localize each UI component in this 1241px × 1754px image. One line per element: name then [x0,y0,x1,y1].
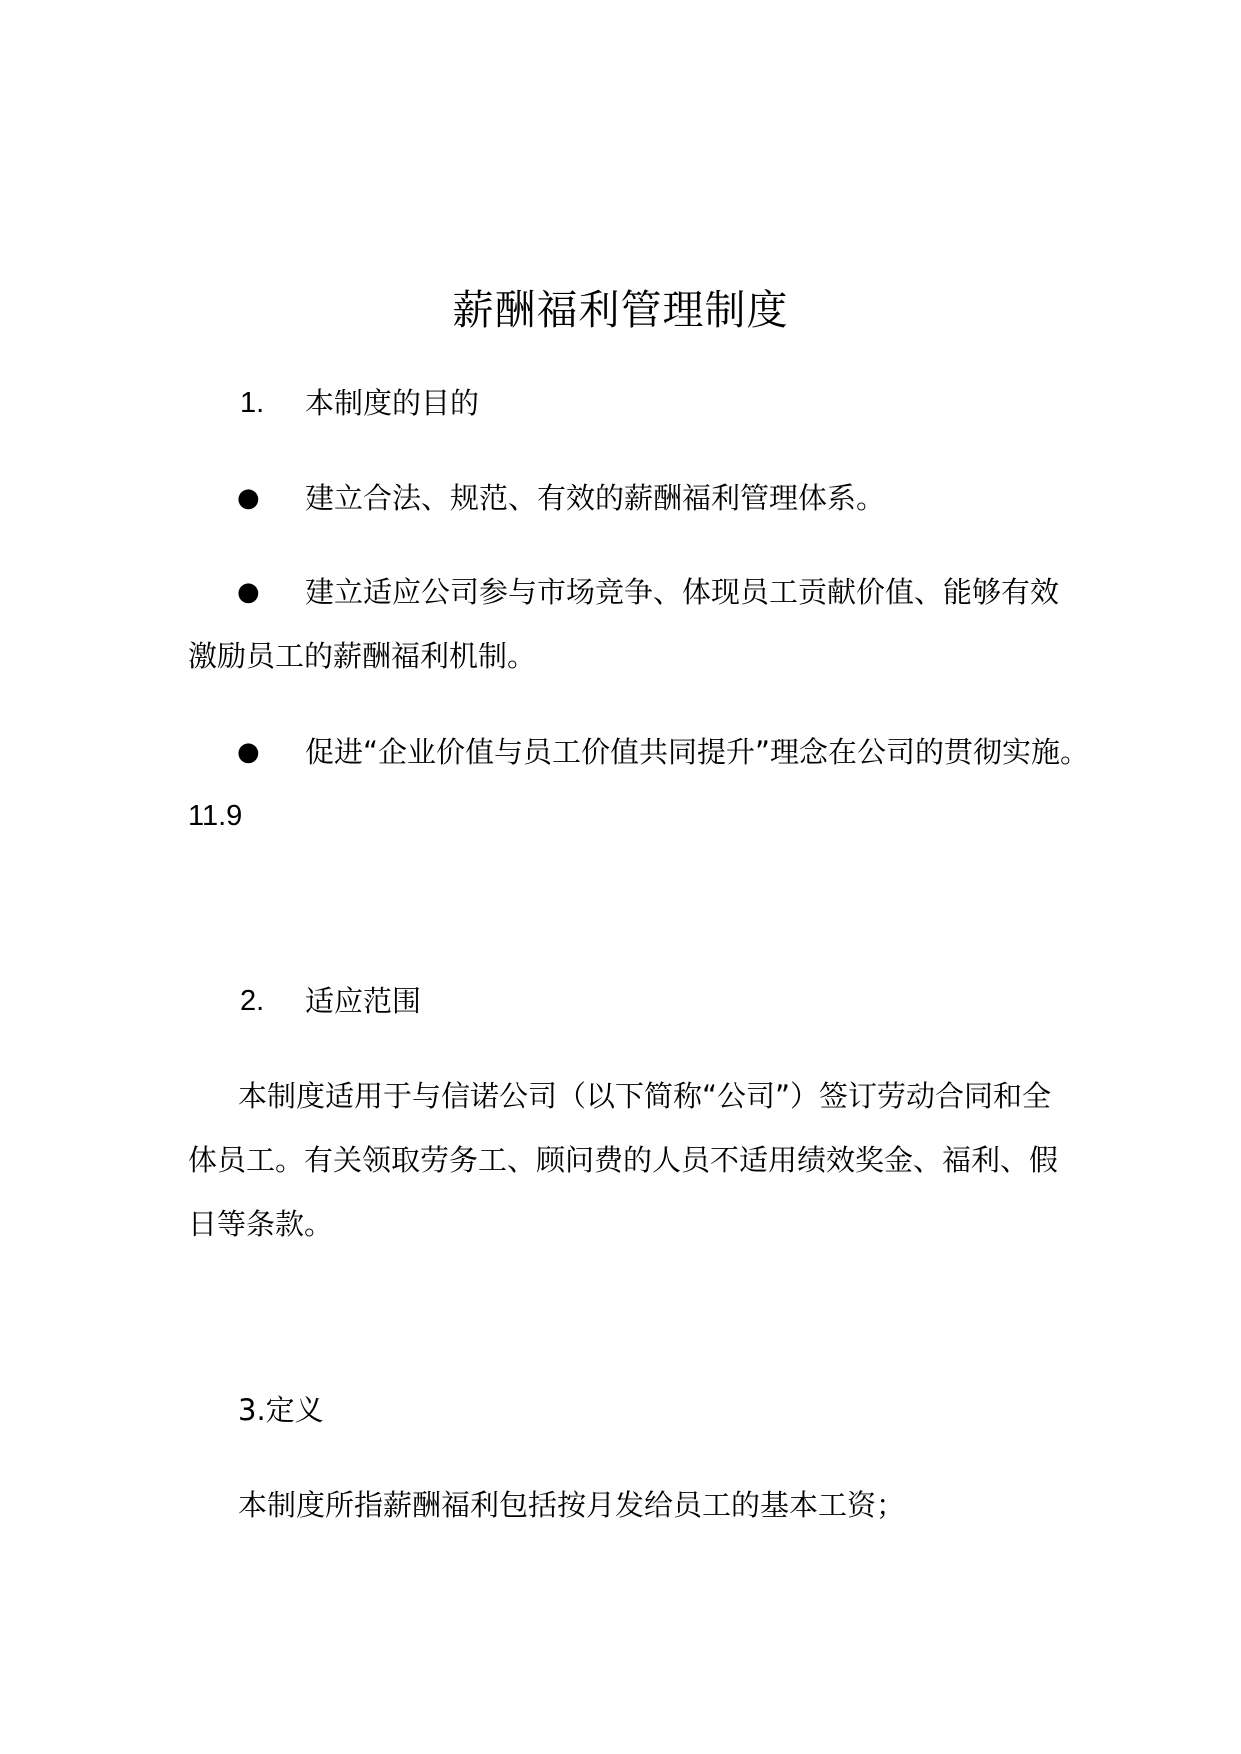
section-3-body-line-1: 本制度所指薪酬福利包括按月发给员工的基本工资； [238,1488,906,1522]
bullet-2-symbol: ● [237,577,260,607]
bullet-1-symbol: ● [237,483,260,513]
bullet-1-text: 建立合法、规范、有效的薪酬福利管理体系。 [305,481,886,515]
bullet-3-text: 促进“企业价值与员工价值共同提升”理念在公司的贯彻实施。 [305,735,1090,769]
bullet-2-text-line-1: 建立适应公司参与市场竞争、体现员工贡献价值、能够有效 [305,575,1060,609]
bullet-3-symbol: ● [237,737,260,767]
section-2-heading: 适应范围 [305,984,422,1018]
section-1-number: 1. [240,387,265,419]
bullet-2-text-line-2: 激励员工的薪酬福利机制。 [188,639,537,673]
page-title: 薪酬福利管理制度 [452,286,789,334]
section-2-number: 2. [240,985,265,1017]
section-2-body-line-3: 日等条款。 [188,1207,334,1241]
section-2-body-line-1: 本制度适用于与信诺公司（以下简称“公司”）签订劳动合同和全 [238,1079,1052,1113]
section-1-heading: 本制度的目的 [305,386,480,420]
note-number: 11.9 [188,800,243,832]
section-3-heading: 3.定义 [238,1393,324,1427]
section-2-body-line-2: 体员工。有关领取劳务工、顾问费的人员不适用绩效奖金、福利、假 [188,1143,1059,1177]
